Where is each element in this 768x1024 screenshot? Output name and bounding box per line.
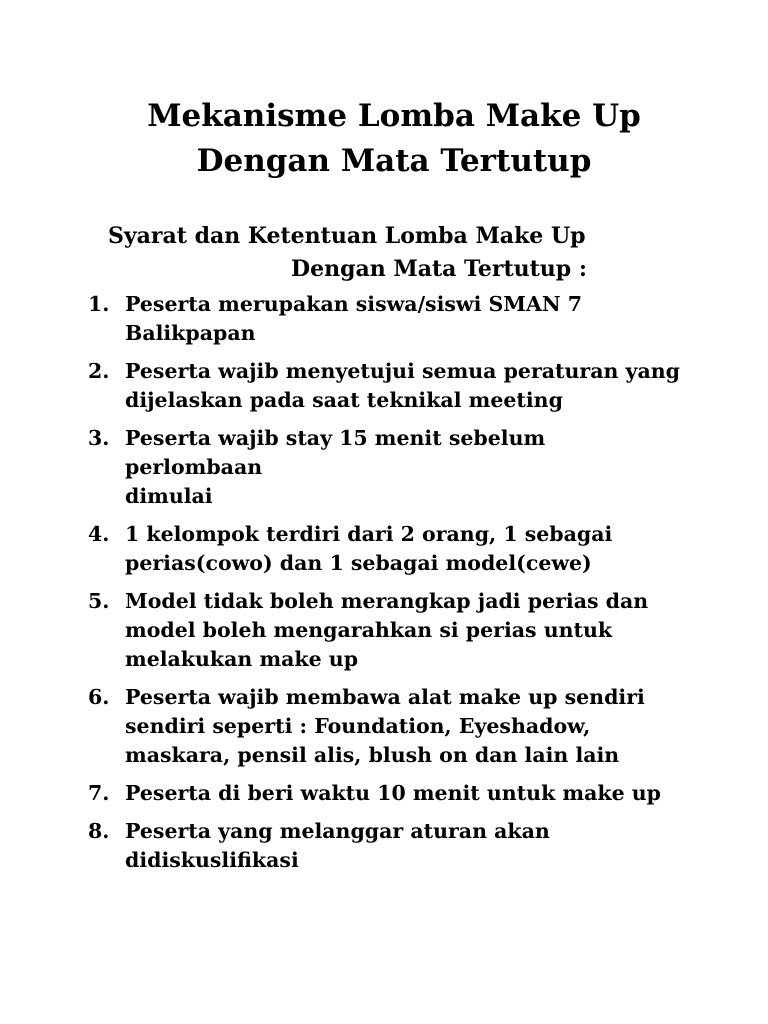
rule-text-line: Peserta wajib menyetujui semua peraturan yang	[125, 359, 680, 383]
rule-text-line: perias(cowo) dan 1 sebagai model(cewe)	[125, 551, 592, 575]
document-title	[0, 94, 768, 184]
rule-text-line: dijelaskan pada saat teknikal meeting	[125, 388, 563, 412]
subtitle-line-2: Dengan Mata Tertutup :	[291, 256, 587, 282]
title-line-2: Dengan Mata Tertutup	[196, 143, 592, 179]
rule-text-line: dimulai	[125, 484, 213, 508]
rule-text-line: model boleh mengarahkan si perias untuk	[125, 618, 613, 642]
rule-number: 1.	[88, 292, 110, 316]
rule-item	[88, 290, 688, 348]
rule-item	[88, 817, 688, 875]
rule-number: 4.	[88, 522, 110, 546]
rule-item	[88, 357, 688, 415]
rule-item	[88, 587, 688, 674]
rule-number: 8.	[88, 819, 110, 843]
rule-number: 2.	[88, 359, 110, 383]
rule-text-line: melakukan make up	[125, 647, 359, 671]
rule-text-line: Peserta merupakan siswa/siswi SMAN 7	[125, 292, 583, 316]
rule-text-line: 1 kelompok terdiri dari 2 orang, 1 sebagai	[125, 522, 613, 546]
rule-number: 3.	[88, 426, 110, 450]
rule-text-line: Peserta di beri waktu 10 menit untuk make up	[125, 781, 662, 805]
rules-list	[88, 290, 688, 884]
rule-text-line: maskara, pensil alis, blush on dan lain lain	[125, 743, 620, 767]
rule-number: 7.	[88, 781, 110, 805]
rule-item	[88, 779, 688, 808]
rule-text-line: Peserta wajib stay 15 menit sebelum perlombaan	[125, 426, 546, 479]
rule-text-line: sendiri seperti : Foundation, Eyeshadow,	[125, 714, 591, 738]
rule-number: 6.	[88, 685, 110, 709]
section-subtitle	[108, 220, 588, 286]
rule-text-line: Peserta yang melanggar aturan akan	[125, 819, 550, 843]
rule-item	[88, 424, 688, 511]
rule-text-line: didiskuslifikasi	[125, 848, 299, 872]
rule-text-line: Model tidak boleh merangkap jadi perias dan	[125, 589, 649, 613]
rule-text-line: Balikpapan	[125, 321, 256, 345]
subtitle-line-1: Syarat dan Ketentuan Lomba Make Up	[108, 223, 586, 249]
rule-item	[88, 520, 688, 578]
rule-text-line: Peserta wajib membawa alat make up sendiri	[125, 685, 645, 709]
rule-item	[88, 683, 688, 770]
title-line-1: Mekanisme Lomba Make Up	[147, 98, 641, 134]
rule-number: 5.	[88, 589, 110, 613]
